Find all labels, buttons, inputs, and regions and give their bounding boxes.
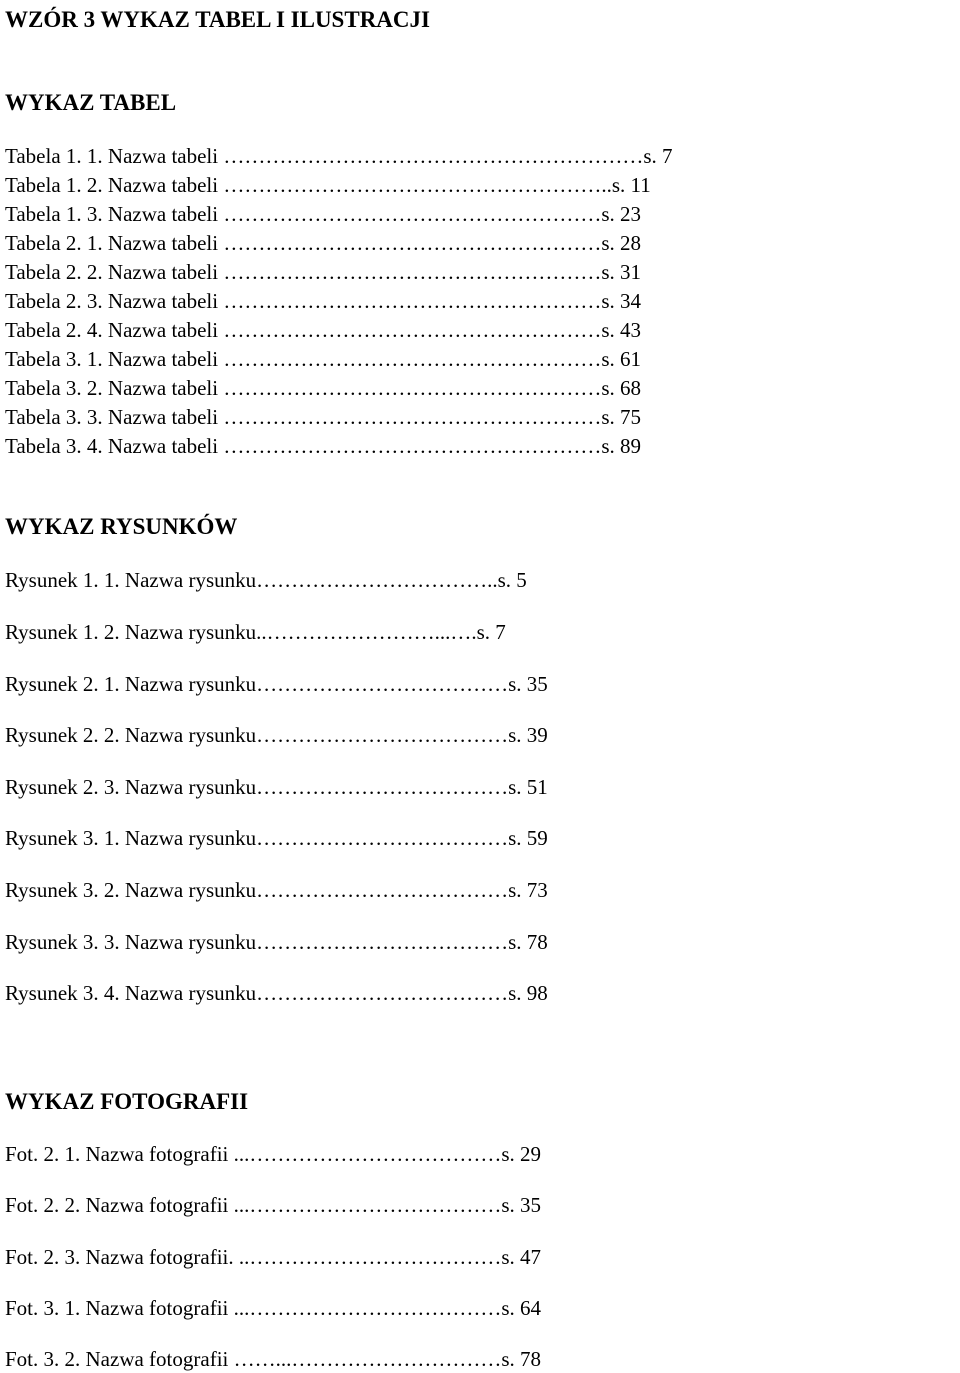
table-entry: Tabela 3. 1. Nazwa tabeli ………………………………………………s. 61 — [5, 347, 642, 371]
figure-entry: Rysunek 3. 3. Nazwa rysunku………………………………s. 78 — [5, 930, 548, 954]
figure-entry: Rysunek 2. 3. Nazwa rysunku………………………………s. 51 — [5, 775, 548, 799]
figure-entry: Rysunek 3. 1. Nazwa rysunku………………………………s. 59 — [5, 826, 548, 850]
table-entry: Tabela 1. 2. Nazwa tabeli ………………………………………………..s. 11 — [5, 173, 651, 197]
table-entry: Tabela 2. 1. Nazwa tabeli ………………………………………………s. 28 — [5, 231, 642, 255]
section-heading-tables: WYKAZ TABEL — [5, 90, 177, 115]
figure-entry: Rysunek 3. 2. Nazwa rysunku………………………………s. 73 — [5, 878, 548, 902]
photo-entry: Fot. 3. 2. Nazwa fotografii ……...…………………………s. 78 — [5, 1347, 542, 1371]
table-entry: Tabela 2. 4. Nazwa tabeli ………………………………………………s. 43 — [5, 318, 642, 342]
table-entry: Tabela 3. 3. Nazwa tabeli ………………………………………………s. 75 — [5, 405, 642, 429]
table-entry: Tabela 2. 3. Nazwa tabeli ………………………………………………s. 34 — [5, 289, 642, 313]
table-entry: Tabela 1. 3. Nazwa tabeli ………………………………………………s. 23 — [5, 202, 642, 226]
photo-entry: Fot. 2. 3. Nazwa fotografii. ..………………………………s. 47 — [5, 1245, 542, 1269]
figure-entry: Rysunek 1. 2. Nazwa rysunku..……………………...….s. 7 — [5, 620, 506, 644]
table-entry: Tabela 2. 2. Nazwa tabeli ………………………………………………s. 31 — [5, 260, 642, 284]
figure-entry: Rysunek 2. 2. Nazwa rysunku………………………………s. 39 — [5, 723, 548, 747]
table-entry: Tabela 3. 2. Nazwa tabeli ………………………………………………s. 68 — [5, 376, 642, 400]
figure-entry: Rysunek 3. 4. Nazwa rysunku………………………………s. 98 — [5, 981, 548, 1005]
photo-entry: Fot. 2. 2. Nazwa fotografii ...………………………………s. 35 — [5, 1193, 542, 1217]
figure-entry: Rysunek 2. 1. Nazwa rysunku………………………………s. 35 — [5, 672, 548, 696]
section-heading-photos: WYKAZ FOTOGRAFII — [5, 1089, 249, 1114]
photo-entry: Fot. 3. 1. Nazwa fotografii ...………………………………s. 64 — [5, 1296, 542, 1320]
section-heading-figures: WYKAZ RYSUNKÓW — [5, 514, 238, 539]
table-entry: Tabela 3. 4. Nazwa tabeli ………………………………………………s. 89 — [5, 434, 642, 458]
photo-entry: Fot. 2. 1. Nazwa fotografii ...………………………………s. 29 — [5, 1142, 542, 1166]
document-title: WZÓR 3 WYKAZ TABEL I ILUSTRACJI — [5, 7, 430, 32]
table-entry: Tabela 1. 1. Nazwa tabeli ……………………………………………………s. 7 — [5, 144, 673, 168]
figure-entry: Rysunek 1. 1. Nazwa rysunku……………………………..s. 5 — [5, 568, 527, 592]
